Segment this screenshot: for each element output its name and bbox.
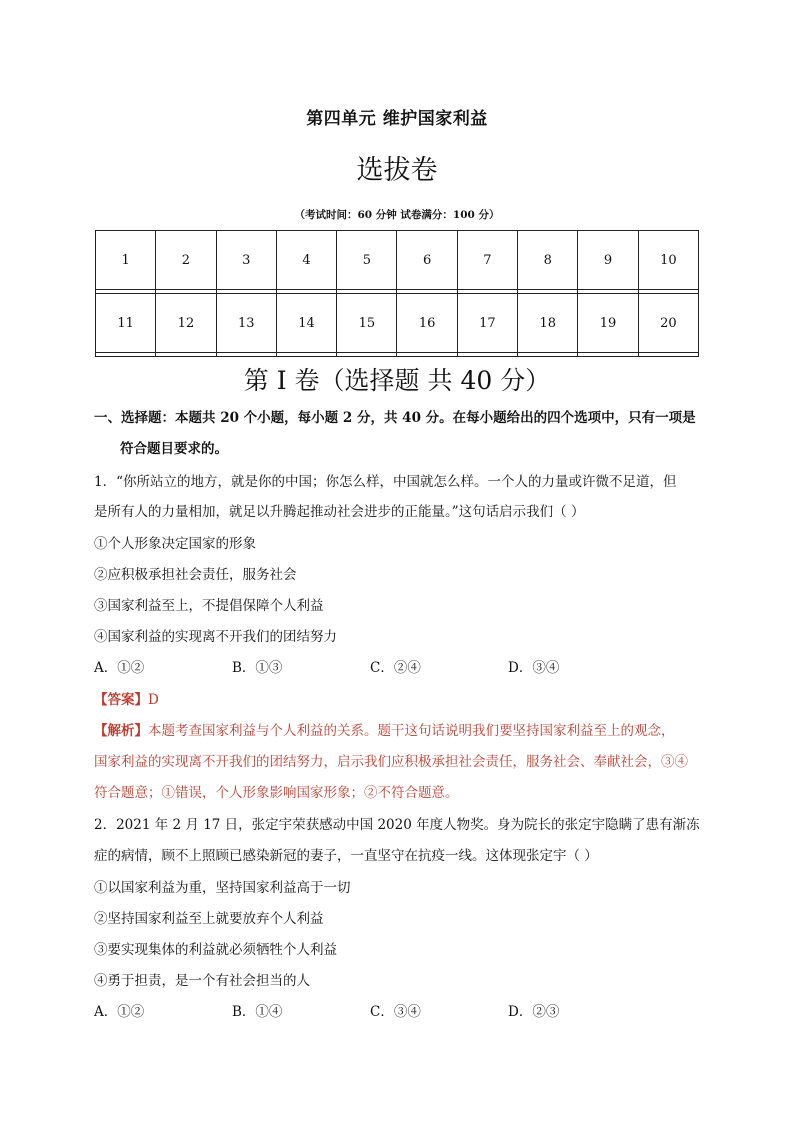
grid-number-cell: 4 (276, 231, 336, 290)
grid-answer-cell[interactable] (216, 353, 276, 357)
section-heading: 第 I 卷（选择题 共 40 分） (243, 366, 551, 395)
grid-answer-cell[interactable] (337, 353, 397, 357)
main-title: 选拔卷 (356, 155, 438, 186)
grid-number-cell: 1 (96, 231, 156, 290)
grid-number-cell: 7 (457, 231, 517, 290)
q2-option-3: ③要实现集体的利益就必须牺牲个人利益 (94, 942, 337, 958)
answer-grid (95, 230, 699, 357)
grid-number-cell: 9 (578, 231, 638, 290)
grid-number-row (96, 231, 699, 290)
q1-stem-line-1: 1．“你所站立的地方，就是你的中国；你怎么样，中国就怎么样。一个人的力量或许微不足道，但 (94, 474, 677, 490)
q2-choice-c[interactable]: C．③④ (370, 1004, 421, 1020)
grid-answer-cell[interactable] (156, 353, 216, 357)
q1-analysis-line-3: 符合题意；①错误，个人形象影响国家形象；②不符合题意。 (94, 785, 459, 801)
grid-number-cell: 16 (397, 293, 457, 352)
answer-value: D (148, 692, 159, 708)
grid-answer-row (96, 353, 699, 357)
grid-answer-cell[interactable] (518, 353, 578, 357)
grid-answer-cell[interactable] (397, 353, 457, 357)
analysis-mark: ③④ (661, 754, 688, 770)
q1-choice-c[interactable]: C．②④ (370, 660, 421, 676)
grid-answer-cell[interactable] (638, 353, 698, 357)
grid-answer-cell[interactable] (276, 353, 336, 357)
q1-analysis-line-1 (94, 719, 675, 739)
q1-option-4: ④国家利益的实现离不开我们的团结努力 (94, 629, 337, 645)
grid-answer-cell[interactable] (578, 353, 638, 357)
grid-number-cell: 2 (156, 231, 216, 290)
q1-option-2: ②应积极承担社会责任，服务社会 (94, 567, 297, 583)
grid-number-cell: 12 (156, 293, 216, 352)
q2-stem-line-2: 症的病情，顾不上照顾已感染新冠的妻子，一直坚守在抗疫一线。这体现张定宇（ ） (94, 848, 598, 864)
q1-analysis-line-2 (94, 750, 688, 770)
q2-option-1: ①以国家利益为重，坚持国家利益高于一切 (94, 880, 351, 896)
q1-choice-b[interactable]: B．①③ (232, 660, 283, 676)
grid-number-cell: 15 (337, 293, 397, 352)
analysis-text: 本题考查国家利益与个人利益的关系。题干这句话说明我们要坚持国家利益至上的观念， (148, 723, 675, 739)
q2-option-2: ②坚持国家利益至上就要放弃个人利益 (94, 911, 324, 927)
grid-number-cell: 14 (276, 293, 336, 352)
grid-number-cell: 19 (578, 293, 638, 352)
analysis-label: 【解析】 (94, 723, 148, 739)
grid-number-cell: 3 (216, 231, 276, 290)
grid-number-cell: 11 (96, 293, 156, 352)
q2-option-4: ④勇于担责，是一个有社会担当的人 (94, 973, 310, 989)
q1-stem-line-2: 是所有人的力量相加，就足以升腾起推动社会进步的正能量。”这句话启示我们（ ） (94, 504, 585, 520)
q1-choice-a[interactable]: A．①② (94, 660, 145, 676)
instructions-line-1: 一、选择题：本题共 20 个小题，每小题 2 分，共 40 分。在每小题给出的四个选项中，只有一项是 (94, 410, 696, 426)
grid-number-cell: 20 (638, 293, 698, 352)
answer-label: 【答案】 (94, 692, 148, 708)
grid-number-row (96, 293, 699, 352)
unit-title: 第四单元 维护国家利益 (306, 109, 488, 129)
grid-number-cell: 6 (397, 231, 457, 290)
grid-number-cell: 5 (337, 231, 397, 290)
q2-choice-d[interactable]: D．②③ (508, 1004, 560, 1020)
q2-choices (94, 1000, 646, 1020)
grid-number-cell: 13 (216, 293, 276, 352)
q1-option-1: ①个人形象决定国家的形象 (94, 536, 256, 552)
grid-answer-cell[interactable] (457, 353, 517, 357)
q1-choices (94, 656, 646, 676)
grid-number-cell: 17 (457, 293, 517, 352)
q1-option-3: ③国家利益至上，不提倡保障个人利益 (94, 598, 324, 614)
grid-answer-cell[interactable] (96, 353, 156, 357)
instructions-line-2: 符合题目要求的。 (120, 441, 228, 457)
analysis-text: 国家利益的实现离不开我们的团结努力，启示我们应积极承担社会责任，服务社会、奉献社会， (94, 754, 661, 770)
exam-info: （考试时间：60 分钟 试卷满分：100 分） (294, 209, 500, 221)
q2-stem-line-1: 2．2021 年 2 月 17 日，张定宇荣获感动中国 2020 年度人物奖。身为院长的张定宇隐瞒了患有渐冻 (94, 817, 700, 833)
grid-number-cell: 18 (518, 293, 578, 352)
q1-choice-d[interactable]: D．③④ (508, 660, 560, 676)
grid-number-cell: 8 (518, 231, 578, 290)
grid-number-cell: 10 (638, 231, 698, 290)
q2-choice-a[interactable]: A．①② (94, 1004, 145, 1020)
q2-choice-b[interactable]: B．①④ (232, 1004, 283, 1020)
q1-answer (94, 688, 159, 708)
